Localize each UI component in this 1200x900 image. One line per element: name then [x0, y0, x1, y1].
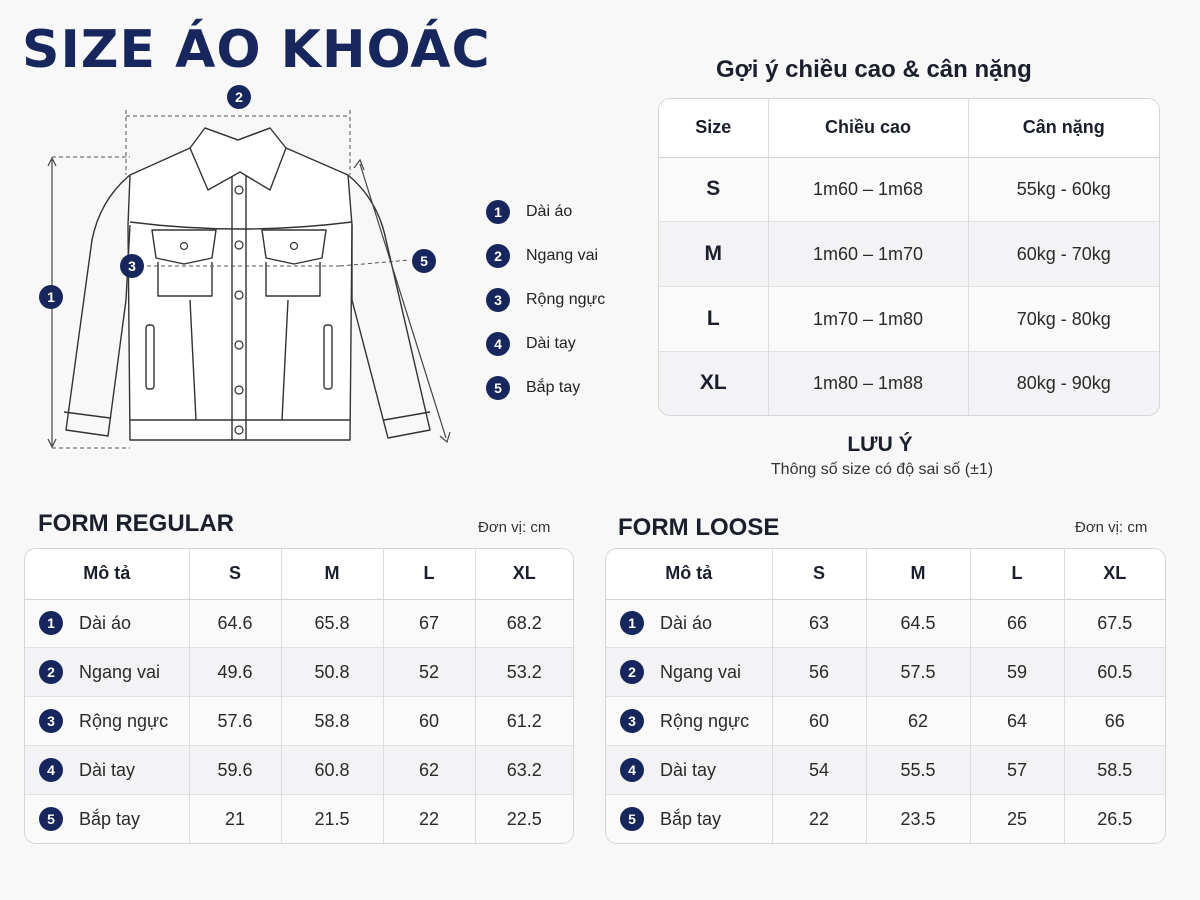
description-cell [606, 795, 772, 843]
table-row [606, 697, 1165, 746]
number-badge: 2 [620, 660, 644, 684]
column-header: Size [659, 99, 768, 157]
form-loose-unit: Đơn vị: cm [1075, 519, 1148, 536]
value-cell: 58.8 [281, 697, 383, 746]
legend-label: Ngang vai [526, 247, 599, 264]
table-row [606, 599, 1165, 648]
row-label: Bắp tay [79, 808, 141, 829]
number-badge: 3 [39, 709, 63, 733]
note-title: LƯU Ý [847, 433, 913, 456]
value-cell: 62 [383, 746, 475, 795]
weight-cell: 60kg - 70kg [968, 222, 1159, 287]
value-cell: 65.8 [281, 599, 383, 648]
description-cell [25, 648, 189, 697]
number-badge: 1 [486, 200, 510, 224]
column-header: M [866, 549, 970, 599]
size-cell: XL [659, 351, 768, 415]
value-cell: 63 [772, 599, 866, 648]
description-cell [25, 746, 189, 795]
column-header: Cân nặng [968, 99, 1159, 157]
row-label: Bắp tay [660, 808, 722, 829]
value-cell: 64.5 [866, 599, 970, 648]
legend-label: Rộng ngực [526, 291, 606, 308]
legend-label: Dài áo [526, 203, 573, 220]
description-cell [25, 599, 189, 648]
number-badge: 3 [486, 288, 510, 312]
height-weight-title: Gợi ý chiều cao & cân nặng [716, 56, 1032, 83]
row-label: Dài tay [79, 759, 136, 780]
form-regular-table [24, 548, 574, 844]
number-badge: 3 [620, 709, 644, 733]
description-cell [606, 746, 772, 795]
measurement-legend [486, 190, 605, 410]
value-cell: 55.5 [866, 746, 970, 795]
value-cell: 22 [772, 795, 866, 843]
number-badge: 5 [486, 376, 510, 400]
table-row [659, 287, 1159, 352]
column-header: M [281, 549, 383, 599]
value-cell: 52 [383, 648, 475, 697]
number-badge: 1 [39, 611, 63, 635]
legend-item [486, 278, 605, 322]
form-regular-title: FORM REGULAR [38, 510, 234, 537]
value-cell: 50.8 [281, 648, 383, 697]
form-regular-unit: Đơn vị: cm [478, 519, 551, 536]
value-cell: 57 [970, 746, 1064, 795]
number-badge: 5 [620, 807, 644, 831]
value-cell: 60 [383, 697, 475, 746]
weight-cell: 70kg - 80kg [968, 287, 1159, 352]
page-title: SIZE ÁO KHOÁC [22, 20, 491, 80]
value-cell: 53.2 [475, 648, 573, 697]
column-header: S [772, 549, 866, 599]
legend-item [486, 322, 605, 366]
number-badge: 1 [620, 611, 644, 635]
table-row [606, 746, 1165, 795]
column-header: Mô tả [25, 549, 189, 599]
value-cell: 58.5 [1064, 746, 1165, 795]
weight-cell: 55kg - 60kg [968, 157, 1159, 222]
table-row [25, 648, 573, 697]
table-header-row [606, 549, 1165, 599]
value-cell: 63.2 [475, 746, 573, 795]
description-cell [25, 697, 189, 746]
table-row [606, 648, 1165, 697]
height-cell: 1m70 – 1m80 [768, 287, 968, 352]
value-cell: 60 [772, 697, 866, 746]
height-weight-table [658, 98, 1160, 416]
row-label: Dài tay [660, 759, 717, 780]
table-row [25, 746, 573, 795]
form-loose-table [605, 548, 1166, 844]
value-cell: 68.2 [475, 599, 573, 648]
value-cell: 23.5 [866, 795, 970, 843]
table-row [659, 351, 1159, 415]
size-cell: M [659, 222, 768, 287]
value-cell: 66 [970, 599, 1064, 648]
value-cell: 21.5 [281, 795, 383, 843]
value-cell: 60.5 [1064, 648, 1165, 697]
column-header: Chiều cao [768, 99, 968, 157]
column-header: L [383, 549, 475, 599]
table-row [25, 599, 573, 648]
column-header: Mô tả [606, 549, 772, 599]
table-header-row [25, 549, 573, 599]
svg-text:1: 1 [47, 289, 55, 305]
value-cell: 54 [772, 746, 866, 795]
value-cell: 25 [970, 795, 1064, 843]
diagram-marker-5 [412, 249, 436, 273]
row-label: Dài áo [660, 612, 713, 633]
value-cell: 67.5 [1064, 599, 1165, 648]
value-cell: 60.8 [281, 746, 383, 795]
row-label: Ngang vai [79, 661, 161, 682]
diagram-marker-3 [120, 254, 144, 278]
column-header: XL [475, 549, 573, 599]
weight-cell: 80kg - 90kg [968, 351, 1159, 415]
form-loose-title: FORM LOOSE [618, 514, 780, 541]
legend-item [486, 234, 605, 278]
table-row [659, 222, 1159, 287]
note-text: Thông số size có độ sai số (±1) [770, 461, 994, 478]
legend-item [486, 190, 605, 234]
description-cell [606, 648, 772, 697]
value-cell: 64.6 [189, 599, 281, 648]
number-badge: 4 [39, 758, 63, 782]
value-cell: 59.6 [189, 746, 281, 795]
table-row [25, 795, 573, 843]
height-cell: 1m60 – 1m68 [768, 157, 968, 222]
number-badge: 4 [486, 332, 510, 356]
legend-item [486, 366, 605, 410]
value-cell: 57.5 [866, 648, 970, 697]
value-cell: 64 [970, 697, 1064, 746]
table-row [659, 157, 1159, 222]
value-cell: 59 [970, 648, 1064, 697]
legend-label: Bắp tay [526, 379, 581, 396]
svg-text:2: 2 [235, 89, 243, 105]
jacket-diagram [0, 80, 470, 470]
value-cell: 26.5 [1064, 795, 1165, 843]
number-badge: 4 [620, 758, 644, 782]
column-header: S [189, 549, 281, 599]
row-label: Dài áo [79, 612, 132, 633]
svg-text:3: 3 [128, 258, 136, 274]
value-cell: 22 [383, 795, 475, 843]
column-header: XL [1064, 549, 1165, 599]
svg-text:5: 5 [420, 253, 428, 269]
column-header: L [970, 549, 1064, 599]
size-cell: L [659, 287, 768, 352]
description-cell [606, 697, 772, 746]
diagram-marker-2 [227, 85, 251, 109]
value-cell: 22.5 [475, 795, 573, 843]
table-row [606, 795, 1165, 843]
description-cell [606, 599, 772, 648]
number-badge: 2 [39, 660, 63, 684]
value-cell: 56 [772, 648, 866, 697]
number-badge: 2 [486, 244, 510, 268]
row-label: Rộng ngực [79, 710, 169, 731]
value-cell: 49.6 [189, 648, 281, 697]
size-cell: S [659, 157, 768, 222]
row-label: Rộng ngực [660, 710, 750, 731]
value-cell: 21 [189, 795, 281, 843]
table-header-row [659, 99, 1159, 157]
row-label: Ngang vai [660, 661, 742, 682]
value-cell: 67 [383, 599, 475, 648]
diagram-marker-1 [39, 285, 63, 309]
value-cell: 61.2 [475, 697, 573, 746]
height-cell: 1m60 – 1m70 [768, 222, 968, 287]
value-cell: 57.6 [189, 697, 281, 746]
legend-label: Dài tay [526, 335, 576, 352]
table-row [25, 697, 573, 746]
value-cell: 66 [1064, 697, 1165, 746]
number-badge: 5 [39, 807, 63, 831]
description-cell [25, 795, 189, 843]
height-cell: 1m80 – 1m88 [768, 351, 968, 415]
value-cell: 62 [866, 697, 970, 746]
